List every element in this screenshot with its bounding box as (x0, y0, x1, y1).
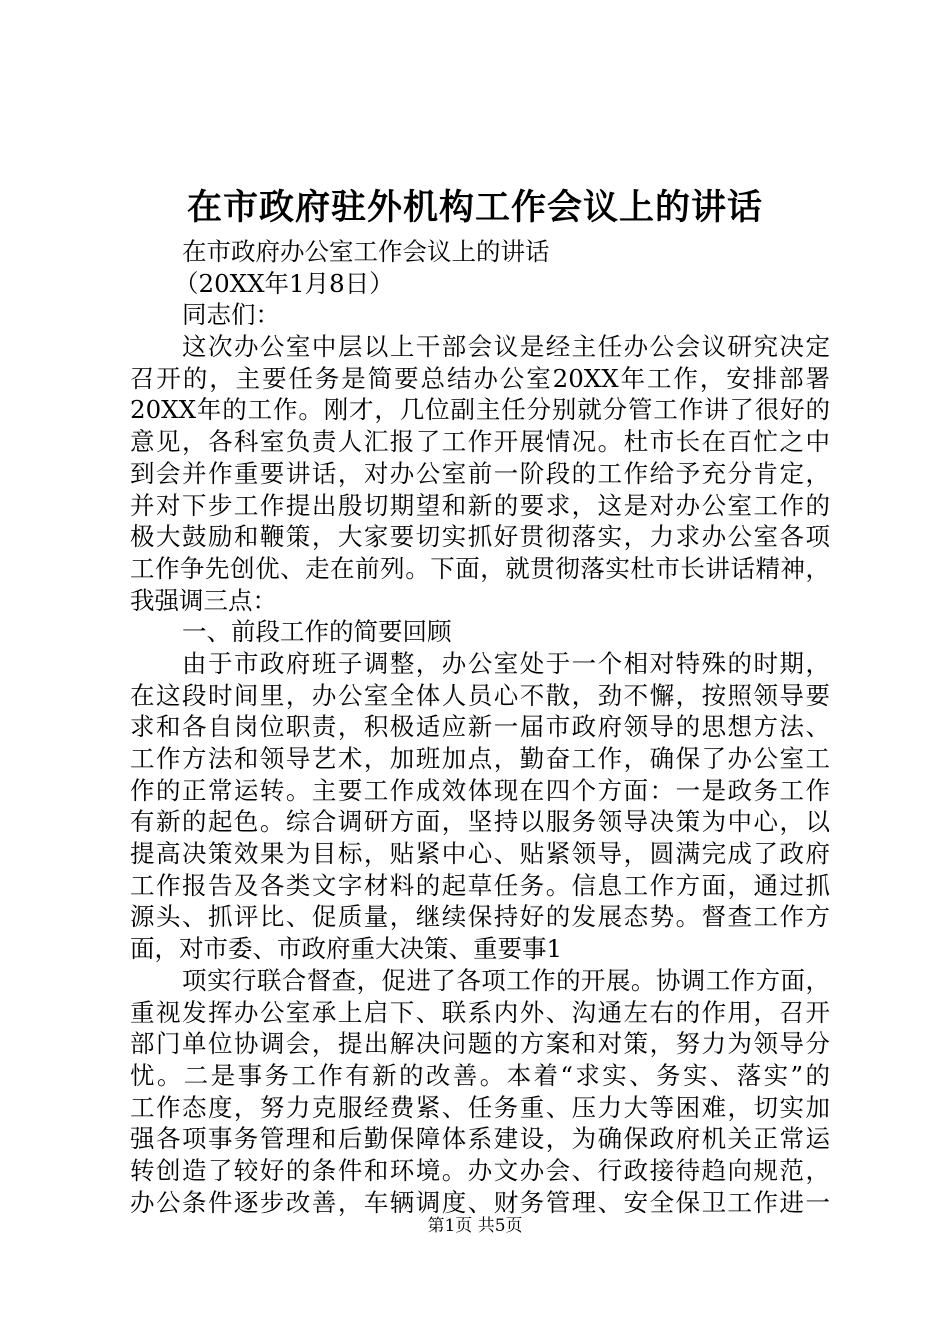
text-line: 在这段时间里，办公室全体人员心不散，劲不懈，按照领导要 (130, 680, 830, 710)
text-line: 面，对市委、市政府重大决策、重要事1 (130, 934, 563, 964)
text-line: 部门单位协调会，提出解决问题的方案和对策，努力为领导分 (130, 1029, 830, 1059)
text-line: 到会并作重要讲话，对办公室前一阶段的工作给予充分肯定， (130, 458, 830, 488)
text-line: 有新的起色。综合调研方面，坚持以服务领导决策为中心，以 (130, 807, 830, 837)
text-line: 工作态度，努力克服经费紧、任务重、压力大等困难，切实加 (130, 1092, 830, 1122)
text-line: 作的正常运转。主要工作成效体现在四个方面：一是政务工作 (130, 775, 830, 805)
text-line: 忧。二是事务工作有新的改善。本着“求实、务实、落实”的 (130, 1060, 830, 1090)
text-line: 项实行联合督查，促进了各项工作的开展。协调工作方面， (182, 965, 830, 995)
text-line: 转创造了较好的条件和环境。办文办会、行政接待趋向规范， (130, 1155, 830, 1185)
text-line: 工作争先创优、走在前列。下面，就贯彻落实杜市长讲话精神， (130, 553, 830, 583)
section-heading: 一、前段工作的简要回顾 (182, 617, 452, 647)
speech-date: （20XX年1月8日） (174, 268, 394, 298)
text-line: 召开的，主要任务是简要总结办公室20XX年工作，安排部署 (130, 363, 830, 393)
text-line: 求和各自岗位职责，积极适应新一届市政府领导的思想方法、 (130, 712, 830, 742)
text-line: 提高决策效果为目标，贴紧中心、贴紧领导，圆满完成了政府 (130, 839, 830, 869)
text-line: 工作方法和领导艺术，加班加点，勤奋工作，确保了办公室工 (130, 744, 830, 773)
text-line: 强各项事务管理和后勤保障体系建设，为确保政府机关正常运 (130, 1124, 830, 1154)
document-body (130, 236, 830, 1218)
subtitle: 在市政府办公室工作会议上的讲话 (182, 237, 550, 266)
text-line: 并对下步工作提出殷切期望和新的要求，这是对办公室工作的 (130, 490, 830, 520)
page-footer: 第1页 共5页 (427, 1216, 523, 1236)
text-line: 极大鼓励和鞭策，大家要切实抓好贯彻落实，力求办公室各项 (130, 522, 830, 552)
text-line: 我强调三点： (130, 585, 277, 615)
text-line: 源头、抓评比、促质量，继续保持好的发展态势。督查工作方 (130, 902, 830, 932)
text-line: 意见，各科室负责人汇报了工作开展情况。杜市长在百忙之中 (130, 427, 830, 457)
text-line: 20XX年的工作。刚才，几位副主任分别就分管工作讲了很好的 (130, 395, 830, 425)
text-line: 这次办公室中层以上干部会议是经主任办公会议研究决定 (182, 332, 830, 362)
text-line: 重视发挥办公室承上启下、联系内外、沟通左右的作用，召开 (130, 997, 830, 1027)
text-line: 由于市政府班子调整，办公室处于一个相对特殊的时期， (182, 648, 830, 678)
salutation: 同志们： (182, 300, 280, 330)
document-title: 在市政府驻外机构工作会议上的讲话 (186, 187, 763, 228)
text-line: 工作报告及各类文字材料的起草任务。信息工作方面，通过抓 (130, 870, 830, 900)
text-line: 办公条件逐步改善，车辆调度、财务管理、安全保卫工作进一 (130, 1187, 830, 1217)
